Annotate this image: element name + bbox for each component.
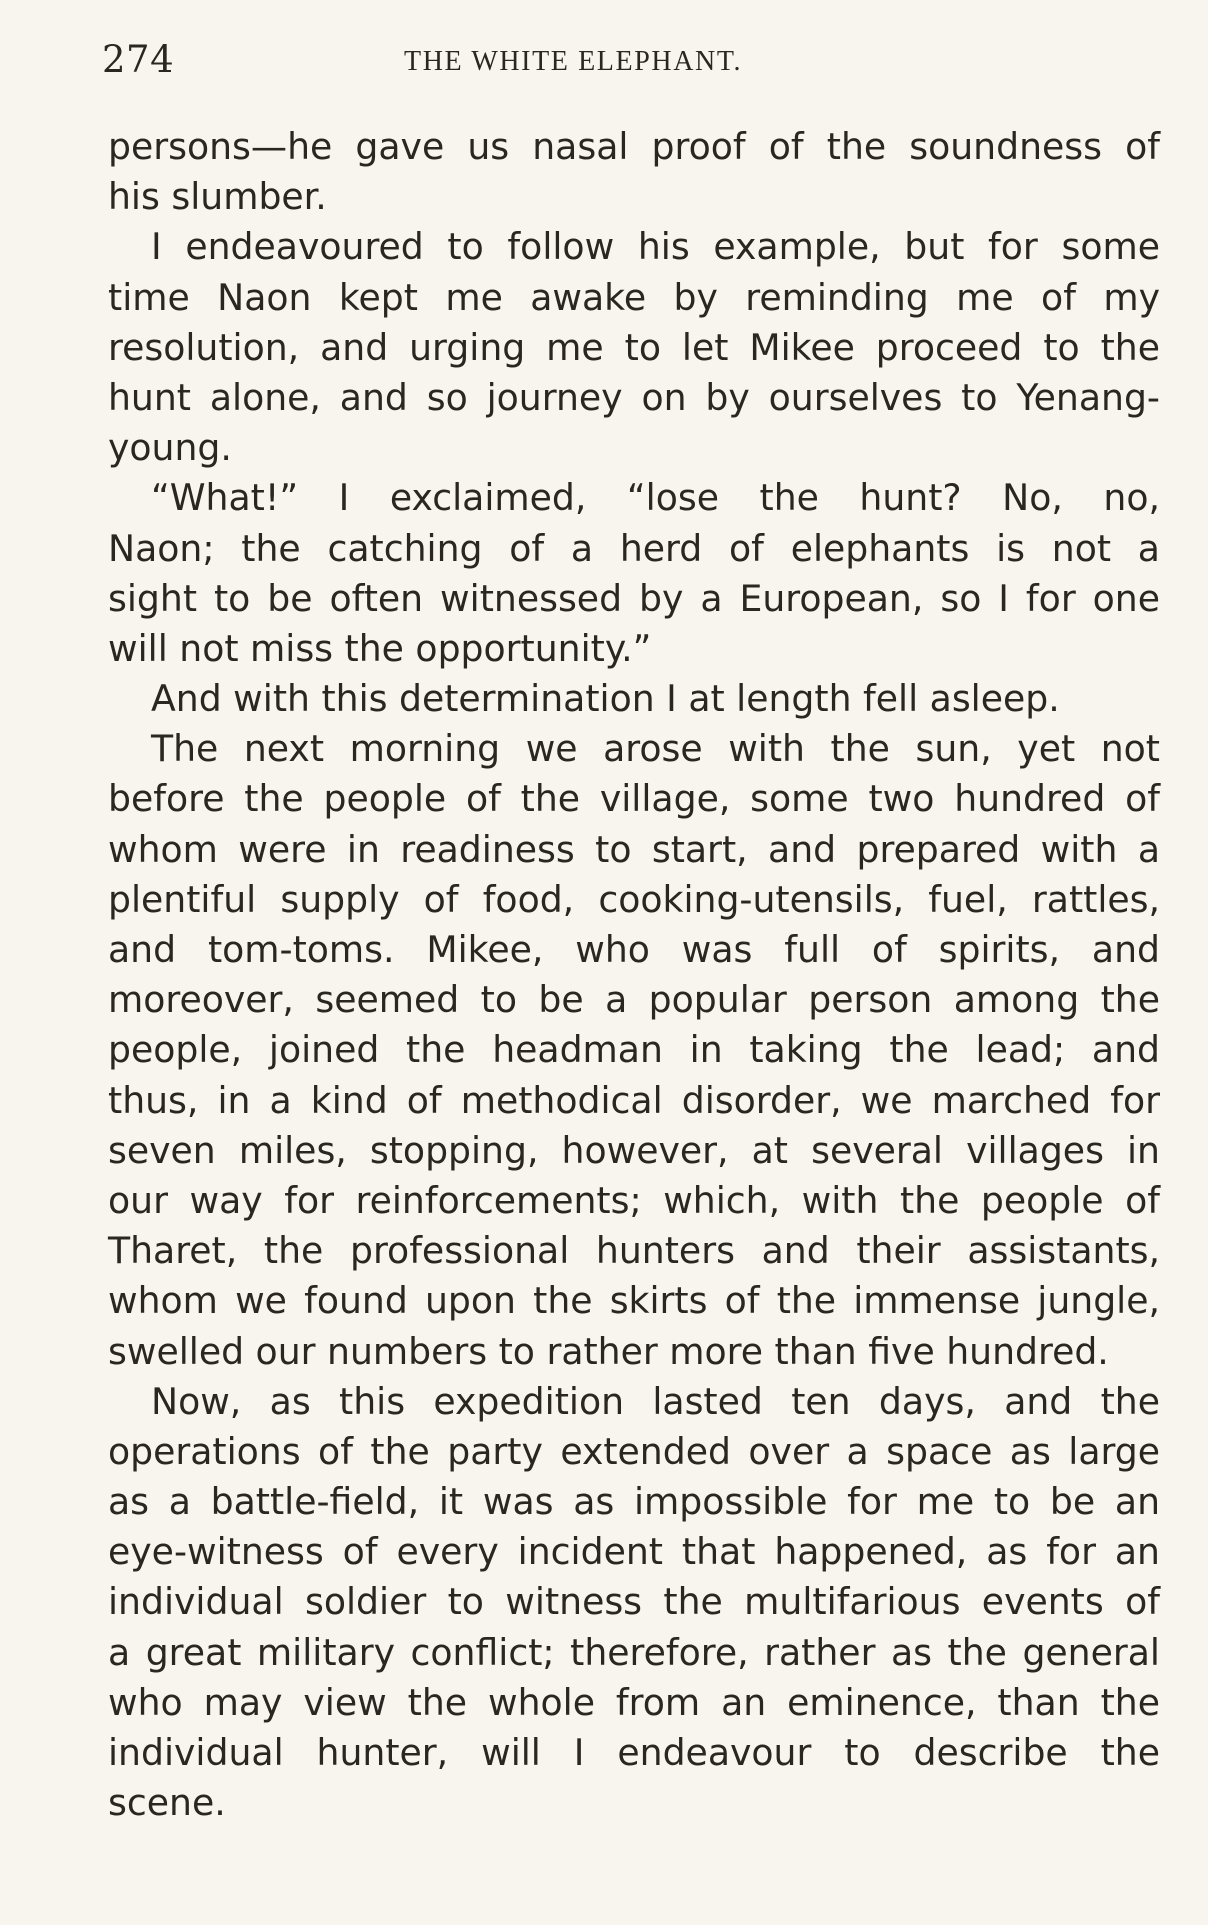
text-line: people, joined the headman in taking the lead; and xyxy=(108,1028,1160,1072)
text-line: as a battle-field, it was as impossible for me to be an xyxy=(108,1480,1160,1524)
text-line: his slumber. xyxy=(108,175,327,219)
text-line: sight to be often witnessed by a European, so I for one xyxy=(108,576,1160,620)
text-line: persons—he gave us nasal proof of the soundness of xyxy=(108,125,1160,168)
text-line: Now, as this expedition lasted ten days, and the xyxy=(151,1379,1160,1423)
text-line: operations of the party extended over a space as large xyxy=(108,1429,1160,1473)
text-line: and tom-toms. Mikee, who was full of spirits, and xyxy=(108,928,1160,971)
text-line: before the people of the village, some two hundred of xyxy=(108,777,1160,821)
text-line: moreover, seemed to be a popular person among the xyxy=(108,978,1160,1022)
text-line: “What!” I exclaimed, “lose the hunt? No, no, xyxy=(151,476,1160,520)
running-title: THE WHITE ELEPHANT. xyxy=(404,46,743,77)
body-text xyxy=(108,122,1160,1828)
text-line: whom were in readiness to start, and prepared with a xyxy=(108,827,1160,871)
text-line: who may view the whole from an eminence, than the xyxy=(108,1680,1160,1724)
text-line: eye-witness of every incident that happened, as for an xyxy=(108,1530,1160,1574)
text-line: scene. xyxy=(108,1781,226,1825)
text-line: a great military conflict; therefore, rather as the general xyxy=(108,1630,1160,1674)
text-line: I endeavoured to follow his example, but for some xyxy=(151,225,1160,269)
text-line: time Naon kept me awake by reminding me of my xyxy=(108,275,1160,319)
text-line: hunt alone, and so journey on by ourselves to Yenang- xyxy=(108,375,1160,419)
text-line: resolution, and urging me to let Mikee proceed to the xyxy=(108,325,1160,369)
text-line: thus, in a kind of methodical disorder, we marched for xyxy=(108,1078,1160,1122)
text-line: our way for reinforcements; which, with the people of xyxy=(108,1178,1160,1222)
text-line: young. xyxy=(108,426,232,470)
text-line: seven miles, stopping, however, at several villages in xyxy=(108,1128,1160,1172)
text-line: individual hunter, will I endeavour to describe the xyxy=(108,1731,1160,1774)
text-line: plentiful supply of food, cooking-utensils, fuel, rattles, xyxy=(108,877,1160,921)
text-line: Tharet, the professional hunters and their assistants, xyxy=(108,1229,1160,1273)
text-line: swelled our numbers to rather more than five hundred. xyxy=(108,1329,1109,1373)
page-number: 274 xyxy=(102,38,175,81)
text-line: Naon; the catching of a herd of elephants is not a xyxy=(108,526,1160,570)
text-line: will not miss the opportunity.” xyxy=(108,626,652,670)
running-head xyxy=(102,38,1162,88)
text-line: individual soldier to witness the multifarious events of xyxy=(108,1580,1160,1624)
text-line: whom we found upon the skirts of the immense jungle, xyxy=(108,1279,1160,1323)
text-line: The next morning we arose with the sun, yet not xyxy=(151,727,1160,771)
text-line: And with this determination I at length fell asleep. xyxy=(151,677,1060,721)
